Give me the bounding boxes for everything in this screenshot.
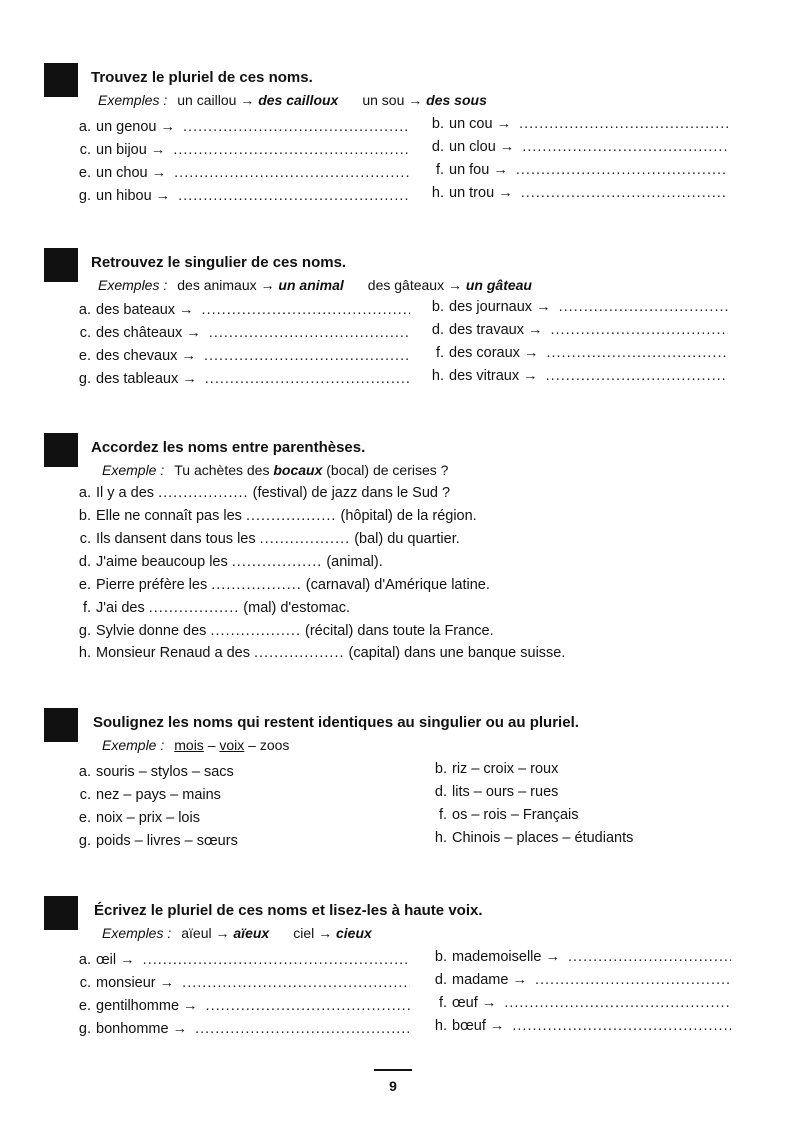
item-a[interactable]: a. Il y a des ..... (festival) de jazz dans le Sud ?	[71, 485, 450, 501]
example: Exemple : mois – voix – zoos	[102, 737, 290, 753]
item-g[interactable]: g. des tableaux → .....	[71, 371, 410, 387]
item-h[interactable]: h. un trou → .....	[424, 185, 728, 201]
item-g[interactable]: g. Sylvie donne des ..... (récital) dans toute la France.	[71, 623, 494, 639]
exercise-marker	[44, 63, 78, 97]
item-g[interactable]: g. un hibou → .....	[71, 188, 410, 204]
exercise-title: Accordez les noms entre parenthèses.	[91, 439, 366, 456]
item-h[interactable]: h. des vitraux → .....	[424, 368, 728, 384]
item-c[interactable]: c. Ils dansent dans tous les ..... (bal) du quartier.	[71, 531, 460, 547]
item-c[interactable]: c. un bijou → .....	[71, 142, 410, 158]
item-e[interactable]: e. des chevaux → .....	[71, 348, 410, 364]
item-b[interactable]: b. un cou → .....	[424, 116, 728, 132]
item-b[interactable]: b. riz – croix – roux	[434, 761, 559, 777]
item-f[interactable]: f. des coraux → .....	[424, 345, 728, 361]
exercise-marker	[44, 248, 78, 282]
item-e[interactable]: e. Pierre préfère les ..... (carnaval) d'Amérique latine.	[71, 577, 490, 593]
exercise-marker	[44, 896, 78, 930]
exercise-title: Soulignez les noms qui restent identiques au singulier ou au pluriel.	[93, 714, 579, 731]
item-h[interactable]: h. Chinois – places – étudiants	[434, 830, 634, 846]
exercise-marker	[44, 433, 78, 467]
item-g[interactable]: g. poids – livres – sœurs	[78, 833, 238, 849]
item-e[interactable]: e. un chou → .....	[71, 165, 410, 181]
item-d[interactable]: d. lits – ours – rues	[434, 784, 559, 800]
item-e[interactable]: e. gentilhomme → .....	[71, 998, 410, 1014]
examples: Exemples : aïeul → aïeux ciel → cieux	[102, 925, 372, 941]
item-b[interactable]: b. des journaux → .....	[424, 299, 728, 315]
examples: Exemples : un caillou → des cailloux un sou → des sous	[98, 92, 487, 108]
item-d[interactable]: d. madame → .....	[427, 972, 731, 988]
item-a[interactable]: a. un genou → .....	[71, 119, 410, 135]
examples: Exemples : des animaux → un animal des gâteaux → un gâteau	[98, 277, 532, 293]
item-c[interactable]: c. des châteaux → .....	[71, 325, 410, 341]
item-d[interactable]: d. un clou → .....	[424, 139, 728, 155]
item-f[interactable]: f. os – rois – Français	[438, 807, 579, 823]
item-b[interactable]: b. mademoiselle → .....	[427, 949, 731, 965]
item-c[interactable]: c. monsieur → .....	[71, 975, 410, 991]
item-d[interactable]: d. des travaux → .....	[424, 322, 728, 338]
item-f[interactable]: f. J'ai des ..... (mal) d'estomac.	[71, 600, 350, 616]
item-g[interactable]: g. bonhomme → .....	[71, 1021, 410, 1037]
page-number: 9	[389, 1078, 397, 1094]
item-h[interactable]: h. bœuf → .....	[427, 1018, 731, 1034]
item-c[interactable]: c. nez – pays – mains	[79, 787, 221, 803]
item-a[interactable]: a. des bateaux → .....	[71, 302, 410, 318]
exercise-marker	[44, 708, 78, 742]
exercise-title: Retrouvez le singulier de ces noms.	[91, 254, 347, 271]
item-a[interactable]: a. souris – stylos – sacs	[78, 764, 234, 780]
item-b[interactable]: b. Elle ne connaît pas les ..... (hôpital) de la région.	[71, 508, 477, 524]
item-h[interactable]: h. Monsieur Renaud a des ..... (capital) dans une banque suisse.	[71, 645, 565, 661]
item-a[interactable]: a. œil → .....	[71, 952, 410, 968]
exercise-title: Écrivez le pluriel de ces noms et lisez-les à haute voix.	[94, 902, 483, 919]
page-number-rule	[374, 1069, 412, 1071]
item-e[interactable]: e. noix – prix – lois	[78, 810, 200, 826]
item-f[interactable]: f. un fou → .....	[424, 162, 728, 178]
example: Exemple : Tu achètes des bocaux (bocal) de cerises ?	[102, 462, 449, 478]
item-f[interactable]: f. œuf → .....	[427, 995, 731, 1011]
exercise-title: Trouvez le pluriel de ces noms.	[91, 69, 313, 86]
item-d[interactable]: d. J'aime beaucoup les ..... (animal).	[71, 554, 383, 570]
